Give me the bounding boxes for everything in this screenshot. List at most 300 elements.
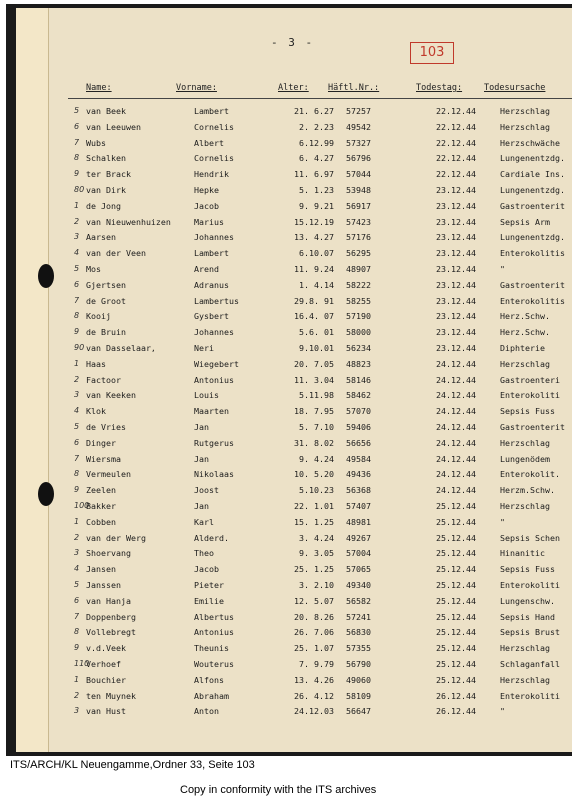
surname-cell: Mos [86,264,101,274]
prisoner-number-cell: 56796 [346,153,371,164]
firstname-cell: Neri [194,343,214,353]
surname-cell: Vollebregt [86,627,136,638]
table-row [16,469,572,483]
table-row [16,185,572,199]
birthdate-cell: 6.10.07 [299,248,334,259]
birthdate-cell: 13. 4.26 [294,674,334,685]
prisoner-number-cell: 48981 [346,516,371,527]
cause-of-death-cell: Gastroenterit [500,422,565,432]
firstname-cell: Abraham [194,690,229,701]
cause-of-death-cell: Gastroenterit [500,279,565,290]
surname-cell: van Leeuwen [86,121,141,132]
entry-number: 9 [74,485,80,495]
firstname-cell: Johannes [194,327,234,338]
cause-of-death-cell: Enterokolitis [500,295,565,306]
entry-number: 8 [74,627,80,637]
table-row [16,201,572,215]
entry-number: 7 [74,295,80,305]
birthdate-cell: 5. 7.10 [299,422,334,432]
firstname-cell: Emilie [194,595,224,606]
birthdate-cell: 13. 4.27 [294,232,334,243]
death-date-cell: 24.12.44 [436,390,476,401]
entry-number: 9 [74,643,80,653]
entry-number: 2 [74,216,80,226]
death-date-cell: 25.12.44 [436,674,476,685]
death-date-cell: 25.12.44 [436,564,476,575]
prisoner-number-cell: 48823 [346,358,371,369]
cause-of-death-cell: Gastroenteri [500,374,560,385]
cause-of-death-cell: Herzschlag [500,106,550,116]
firstname-cell: Theo [194,548,214,559]
surname-cell: v.d.Veek [86,643,126,654]
table-row [16,438,572,452]
surname-cell: van Hust [86,706,126,717]
cause-of-death-cell: Herzm.Schw. [500,485,555,496]
table-row [16,169,572,183]
table-row [16,659,572,673]
table-row [16,675,572,689]
surname-cell: Klok [86,406,106,417]
entry-number: 8 [74,469,80,479]
prisoner-number-cell: 49584 [346,453,371,464]
death-date-cell: 23.12.44 [436,185,476,195]
entry-number: 110 [74,659,90,668]
firstname-cell: Lambert [194,106,229,116]
death-date-cell: 24.12.44 [436,485,476,496]
cause-of-death-cell: Lungenentzdg. [500,153,565,164]
entry-number: 4 [74,248,80,258]
birthdate-cell: 7. 9.79 [299,659,334,669]
birthdate-cell: 9. 9.21 [299,200,334,211]
birthdate-cell: 18. 7.95 [294,406,334,417]
birthdate-cell: 25. 1.25 [294,564,334,575]
death-date-cell: 23.12.44 [436,327,476,338]
entry-number: 9 [74,169,80,179]
prisoner-number-cell: 57004 [346,548,371,559]
table-row [16,264,572,278]
entry-number: 9 [74,327,80,337]
birthdate-cell: 9. 4.24 [299,453,334,464]
table-row [16,596,572,610]
firstname-cell: Alderd. [194,532,229,543]
surname-cell: Shoervang [86,548,131,559]
surname-cell: van Dasselaar, [86,343,156,353]
entry-number: 6 [74,279,80,289]
firstname-cell: Jan [194,453,209,464]
table-row [16,691,572,705]
birthdate-cell: 24.12.03 [294,706,334,717]
death-date-cell: 24.12.44 [436,374,476,385]
archive-reference: ITS/ARCH/KL Neuengamme,Ordner 33, Seite 103 [10,759,255,771]
entry-number: 5 [74,422,80,431]
firstname-cell: Louis [194,390,219,401]
death-date-cell: 23.12.44 [436,248,476,259]
entry-number: 8 [74,153,80,163]
surname-cell: de Groot [86,295,126,306]
surname-cell: Doppenberg [86,611,136,622]
table-row [16,533,572,547]
document-page [16,8,572,752]
surname-cell: Factoor [86,374,121,385]
death-date-cell: 25.12.44 [436,548,476,559]
prisoner-number-cell: 56368 [346,485,371,496]
surname-cell: Dinger [86,437,116,448]
table-row [16,248,572,262]
surname-cell: Verhoef [86,659,121,669]
cause-of-death-cell: Enterokolitis [500,248,565,259]
table-row [16,327,572,341]
surname-cell: Zeelen [86,485,116,496]
table-row [16,375,572,389]
death-date-cell: 24.12.44 [436,469,476,480]
firstname-cell: Jacob [194,200,219,211]
table-row [16,501,572,515]
prisoner-number-cell: 57065 [346,564,371,575]
surname-cell: Bouchier [86,674,126,685]
birthdate-cell: 2. 2.23 [299,121,334,132]
cause-of-death-cell: Sepsis Brust [500,627,560,638]
cause-of-death-cell: " [500,706,505,717]
cause-of-death-cell: Herz.Schw. [500,311,550,322]
birthdate-cell: 3. 4.24 [299,532,334,543]
birthdate-cell: 3. 2.10 [299,580,334,590]
birthdate-cell: 11. 6.97 [294,169,334,180]
birthdate-cell: 26. 4.12 [294,690,334,701]
prisoner-number-cell: 58000 [346,327,371,338]
prisoner-number-cell: 56295 [346,248,371,259]
header-surname: Name: [86,83,112,93]
death-date-cell: 25.12.44 [436,643,476,654]
death-date-cell: 24.12.44 [436,406,476,417]
cause-of-death-cell: Herzschlag [500,437,550,448]
firstname-cell: Anton [194,706,219,717]
cause-of-death-cell: Sepsis Hand [500,611,555,622]
table-row [16,706,572,720]
entry-number: 5 [74,106,80,115]
table-row [16,280,572,294]
birthdate-cell: 5.10.23 [299,485,334,496]
entry-number: 2 [74,690,80,700]
surname-cell: ten Muynek [86,690,136,701]
prisoner-number-cell: 57190 [346,311,371,322]
surname-cell: de Jong [86,200,121,211]
birthdate-cell: 6. 4.27 [299,153,334,164]
cause-of-death-cell: Lungenschw. [500,595,555,606]
prisoner-number-cell: 57044 [346,169,371,180]
entry-number: 3 [74,390,80,400]
firstname-cell: Johannes [194,232,234,243]
surname-cell: van Beek [86,106,126,116]
birthdate-cell: 25. 1.07 [294,643,334,654]
birthdate-cell: 1. 4.14 [299,279,334,290]
surname-cell: Jansen [86,564,116,575]
entry-number: 7 [74,137,80,147]
cause-of-death-cell: Herzschlag [500,674,550,685]
cause-of-death-cell: Lungenentzdg. [500,185,565,195]
death-date-cell: 23.12.44 [436,264,476,274]
surname-cell: van Nieuwenhuizen [86,216,171,227]
cause-of-death-cell: Herzschlag [500,643,550,654]
birthdate-cell: 5.11.98 [299,390,334,401]
death-date-cell: 23.12.44 [436,343,476,353]
surname-cell: Vermeulen [86,469,131,480]
prisoner-number-cell: 56234 [346,343,371,353]
surname-cell: de Vries [86,422,126,432]
entry-number: 1 [74,674,80,684]
copy-notice: Copy in conformity with the ITS archives [180,784,377,796]
birthdate-cell: 26. 7.06 [294,627,334,638]
entry-number: 3 [74,232,80,242]
header-age: Alter: [278,83,309,93]
surname-cell: van der Werg [86,532,146,543]
table-row [16,548,572,562]
firstname-cell: Gysbert [194,311,229,322]
entry-number: 1 [74,516,80,526]
firstname-cell: Arend [194,264,219,274]
table-row [16,612,572,626]
birthdate-cell: 15. 1.25 [294,516,334,527]
cause-of-death-cell: Lungenödem [500,453,550,464]
firstname-cell: Cornelis [194,121,234,132]
header-divider [68,98,572,99]
header-prisoner-number: Häftl.Nr.: [328,83,380,93]
birthdate-cell: 22. 1.01 [294,501,334,511]
prisoner-number-cell: 57407 [346,501,371,511]
prisoner-number-cell: 56656 [346,437,371,448]
prisoner-number-cell: 49340 [346,580,371,590]
cause-of-death-cell: Diphterie [500,343,545,353]
prisoner-number-cell: 49542 [346,121,371,132]
entry-number: 4 [74,564,80,574]
table-row [16,422,572,436]
entry-number: 7 [74,611,80,621]
death-date-cell: 25.12.44 [436,516,476,527]
prisoner-number-cell: 56830 [346,627,371,638]
firstname-cell: Jacob [194,564,219,575]
surname-cell: Bakker [86,501,116,511]
surname-cell: van Hanja [86,595,131,606]
entry-number: 90 [74,343,85,352]
table-row [16,138,572,152]
firstname-cell: Lambert [194,248,229,259]
death-date-cell: 24.12.44 [436,358,476,369]
surname-cell: Wiersma [86,453,121,464]
prisoner-number-cell: 58146 [346,374,371,385]
cause-of-death-cell: Herzschlag [500,358,550,369]
entry-number: 7 [74,453,80,463]
firstname-cell: Theunis [194,643,229,654]
header-cause-of-death: Todesursache [484,83,546,93]
entry-number: 1 [74,200,80,210]
death-date-cell: 23.12.44 [436,200,476,211]
entry-number: 5 [74,580,80,589]
birthdate-cell: 20. 7.05 [294,358,334,369]
death-date-cell: 25.12.44 [436,627,476,638]
table-header [16,83,572,95]
death-date-cell: 26.12.44 [436,706,476,717]
death-date-cell: 23.12.44 [436,311,476,322]
birthdate-cell: 15.12.19 [294,216,334,227]
cause-of-death-cell: Enterokoliti [500,390,560,401]
firstname-cell: Wiegebert [194,358,239,369]
death-date-cell: 24.12.44 [436,453,476,464]
cause-of-death-cell: " [500,516,505,527]
prisoner-number-cell: 53948 [346,185,371,195]
entry-number: 2 [74,532,80,542]
firstname-cell: Albertus [194,611,234,622]
surname-cell: Gjertsen [86,279,126,290]
death-date-cell: 23.12.44 [436,295,476,306]
entry-number: 6 [74,595,80,605]
birthdate-cell: 21. 6.27 [294,106,334,116]
prisoner-number-cell: 57070 [346,406,371,417]
death-date-cell: 23.12.44 [436,279,476,290]
prisoner-number-cell: 56582 [346,595,371,606]
death-date-cell: 25.12.44 [436,611,476,622]
cause-of-death-cell: Sepsis Fuss [500,406,555,417]
prisoner-number-cell: 57327 [346,137,371,148]
surname-cell: Cobben [86,516,116,527]
firstname-cell: Antonius [194,627,234,638]
firstname-cell: Adranus [194,279,229,290]
death-date-cell: 22.12.44 [436,106,476,116]
birthdate-cell: 5. 1.23 [299,185,334,195]
cause-of-death-cell: Hinanitic [500,548,545,559]
firstname-cell: Maarten [194,406,229,417]
birthdate-cell: 29.8. 91 [294,295,334,306]
firstname-cell: Jan [194,501,209,511]
prisoner-number-cell: 58109 [346,690,371,701]
cause-of-death-cell: Enterokoliti [500,690,560,701]
prisoner-number-cell: 49060 [346,674,371,685]
firstname-cell: Pieter [194,580,224,590]
surname-cell: Haas [86,358,106,369]
cause-of-death-cell: Herzschlag [500,121,550,132]
death-date-cell: 24.12.44 [436,437,476,448]
table-row [16,406,572,420]
header-firstname: Vorname: [176,83,217,93]
surname-cell: van Keeken [86,390,136,401]
entry-number: 8 [74,311,80,321]
table-row [16,485,572,499]
birthdate-cell: 12. 5.07 [294,595,334,606]
entry-number: 5 [74,264,80,273]
entry-number: 6 [74,121,80,131]
table-row [16,454,572,468]
birthdate-cell: 11. 3.04 [294,374,334,385]
death-date-cell: 25.12.44 [436,580,476,590]
cause-of-death-cell: Cardiale Ins. [500,169,565,180]
prisoner-number-cell: 59406 [346,422,371,432]
cause-of-death-cell: Herzschwäche [500,137,560,148]
death-date-cell: 25.12.44 [436,532,476,543]
surname-cell: ter Brack [86,169,131,180]
table-row [16,390,572,404]
birthdate-cell: 6.12.99 [299,137,334,148]
page-number: - 3 - [271,36,315,49]
cause-of-death-cell: Enterokoliti [500,580,560,590]
table-row [16,153,572,167]
prisoner-number-cell: 56790 [346,659,371,669]
entry-number: 4 [74,406,80,416]
table-row [16,517,572,531]
cause-of-death-cell: Schlaganfall [500,659,560,669]
death-date-cell: 24.12.44 [436,422,476,432]
death-date-cell: 26.12.44 [436,690,476,701]
surname-cell: Aarsen [86,232,116,243]
firstname-cell: Cornelis [194,153,234,164]
entry-number: 3 [74,548,80,558]
surname-cell: van Dirk [86,185,126,195]
prisoner-number-cell: 49436 [346,469,371,480]
death-date-cell: 22.12.44 [436,153,476,164]
header-death-date: Todestag: [416,83,463,93]
cause-of-death-cell: Gastroenterit [500,200,565,211]
firstname-cell: Hendrik [194,169,229,180]
firstname-cell: Karl [194,516,214,527]
firstname-cell: Rutgerus [194,437,234,448]
table-row [16,564,572,578]
surname-cell: Kooij [86,311,111,322]
archive-stamp-number: 103 [410,42,454,64]
surname-cell: Janssen [86,580,121,590]
prisoner-number-cell: 48907 [346,264,371,274]
cause-of-death-cell: Herzschlag [500,501,550,511]
entry-number: 100 [74,501,90,510]
cause-of-death-cell: Sepsis Schen [500,532,560,543]
entry-number: 2 [74,374,80,384]
cause-of-death-cell: " [500,264,505,274]
table-row [16,359,572,373]
death-date-cell: 23.12.44 [436,216,476,227]
entry-number: 80 [74,185,85,194]
prisoner-number-cell: 56917 [346,200,371,211]
cause-of-death-cell: Herz.Schw. [500,327,550,338]
table-row [16,627,572,641]
death-date-cell: 22.12.44 [436,169,476,180]
birthdate-cell: 5.6. 01 [299,327,334,338]
birthdate-cell: 10. 5.20 [294,469,334,480]
entry-number: 6 [74,437,80,447]
birthdate-cell: 11. 9.24 [294,264,334,274]
firstname-cell: Albert [194,137,224,148]
birthdate-cell: 16.4. 07 [294,311,334,322]
birthdate-cell: 9.10.01 [299,343,334,353]
prisoner-number-cell: 58255 [346,295,371,306]
surname-cell: de Bruin [86,327,126,338]
cause-of-death-cell: Sepsis Fuss [500,564,555,575]
firstname-cell: Alfons [194,674,224,685]
table-row [16,580,572,594]
firstname-cell: Wouterus [194,659,234,669]
table-row [16,122,572,136]
death-date-cell: 22.12.44 [436,121,476,132]
cause-of-death-cell: Enterokolit. [500,469,560,480]
surname-cell: Wubs [86,137,106,148]
surname-cell: Schalken [86,153,126,164]
firstname-cell: Jan [194,422,209,432]
prisoner-number-cell: 57355 [346,643,371,654]
prisoner-number-cell: 56647 [346,706,371,717]
table-row [16,343,572,357]
birthdate-cell: 9. 3.05 [299,548,334,559]
firstname-cell: Marius [194,216,224,227]
firstname-cell: Antonius [194,374,234,385]
death-date-cell: 25.12.44 [436,501,476,511]
prisoner-number-cell: 49267 [346,532,371,543]
firstname-cell: Hepke [194,185,219,195]
entry-number: 1 [74,358,80,368]
